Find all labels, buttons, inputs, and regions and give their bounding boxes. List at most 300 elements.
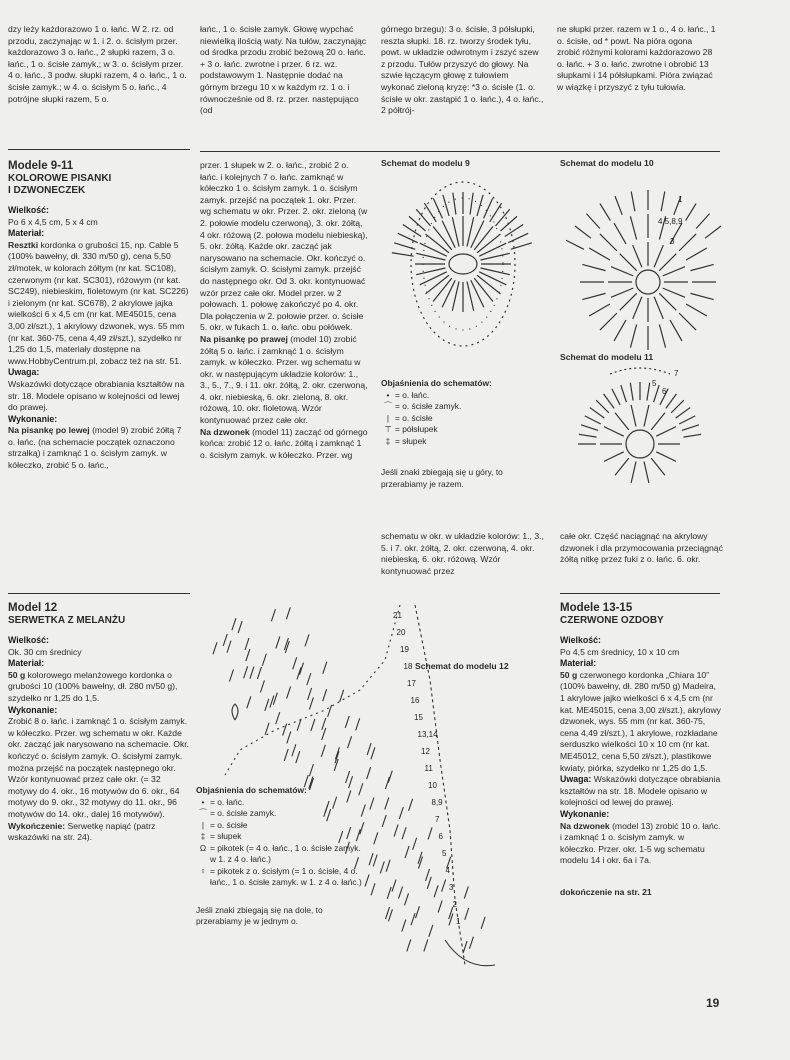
- finish-text: Wykończenie: Serwetkę napiąć (patrz wskazówki na str. 24).: [8, 820, 156, 843]
- execution-text: Na dzwonek (model 13) zrobić 10 o. łańc. i zamknąć 1 o. ścisłym zamyk. w kółeczko. Przer. okr. 1-5 wg schematu modelu 14 i okr. 6a i 7a.: [560, 820, 721, 866]
- stitch-mark: [600, 313, 617, 330]
- top-col-4: ne słupki przer. razem w 1 o., 4 o. łańc., 1 o. ścisłe, od * powt. Na pióra ogona zrobić różnymi kolorami każdorazowo 28 o. łańc. + 3 o. łańc. zwrotne i obrobić 13 słupkami i 14 półsłupkami. Pióra związać w wiązkę i przyszyć z tyłu tułowia.: [557, 24, 716, 92]
- schema-11-round-label: 7: [674, 369, 679, 378]
- picot-icon: Ω: [199, 842, 207, 853]
- material-text: Resztki kordonka o grubości 15, np. Cable 5 (100% bawełny, dł. 330 m/50 g), cena 5,50 zł/motek, w kolorach żółtym (nr kat. SC108), czerwonym (nr kat. SC301), różowym (nr kat. SC249), niebieskim, fioletowym (nr kat. SC226) i zielonym (nr kat. SC678), 2 akrylowe jajka wielkości 6 x 4,5 cm (nr kat. ME45015, cena 3,00 zł/szt.), 1 akrylowy dzwonek, wys. 55 mm (nr kat. 360-75, cena 4,49 zł/szt.), szydełko nr 1,25 do 1,5, materiały dostępne na www.HobbyCentrum.pl, zobacz też na str. 51.: [8, 239, 189, 366]
- stitch-mark: [465, 908, 469, 920]
- stitch-mark: [505, 224, 523, 236]
- stitch-mark: [260, 680, 264, 692]
- stitch-mark: [679, 416, 695, 424]
- stitch-mark: [656, 452, 676, 462]
- stitch-mark: [470, 193, 473, 215]
- slip-stitch-icon: ⌒: [383, 401, 393, 411]
- round-number-label: 21: [393, 611, 402, 620]
- top-col-1: dzy leży każdorazowo 1 o. łańc. W 2. rz. od przodu, zaczynając w 1. i 2. o. ścisłym przer. każdorazowo 3 o. łańc., 2 słupki razem, 3 o. łańc., 1 o. ścisłe zamyk.; w 3. o. ścisłym przer. 4 o. łańc., 3 podw. słupki razem, 4 o. łańc., 1 o. ścisłe zamyk.; w 4. o. ścisłym 5 o. łańc., 4 potrójne słupki razem, 5 o.: [8, 24, 187, 104]
- stitch-mark: [286, 607, 290, 619]
- stitch-mark: [679, 234, 696, 251]
- schema-9-title: Schemat do modelu 9: [381, 158, 470, 168]
- stitch-mark: [501, 216, 518, 231]
- stitch-mark: [305, 634, 309, 646]
- stitch-mark: [346, 771, 350, 783]
- stitch-mark: [586, 214, 599, 229]
- round-number-label: 19: [400, 645, 409, 654]
- divider: [8, 593, 190, 594]
- stitch-mark: [585, 416, 601, 424]
- stitch-mark: [398, 233, 418, 242]
- stitch-mark: [409, 216, 426, 231]
- stitch-mark: [691, 264, 714, 270]
- single-crochet-icon: |: [386, 412, 390, 423]
- stitch-mark: [582, 293, 605, 299]
- stitch-mark: [581, 425, 598, 431]
- schema-12-title: Schemat do modelu 12: [415, 661, 509, 671]
- stitch-mark: [433, 198, 442, 218]
- stitch-mark: [227, 641, 231, 653]
- stitch-mark: [321, 745, 325, 757]
- schema-10-title: Schemat do modelu 10: [560, 158, 654, 168]
- stitch-mark: [405, 846, 409, 858]
- stitch-mark: [663, 288, 685, 297]
- stitch-mark: [596, 400, 609, 413]
- note-label: Uwaga:: [8, 367, 40, 378]
- execution-label: Wykonanie:: [8, 704, 58, 715]
- stitch-mark: [631, 192, 635, 212]
- stitch-mark: [651, 458, 665, 475]
- picot-sc-icon: ♀: [199, 865, 207, 876]
- stitch-mark: [644, 462, 649, 483]
- stitch-mark: [615, 413, 629, 430]
- legend-item: ‡ = słupek: [196, 831, 366, 843]
- stitch-mark: [659, 293, 676, 310]
- stitch-mark: [467, 217, 474, 246]
- stitch-mark: [345, 716, 349, 728]
- stitch-mark: [271, 609, 275, 621]
- section-title: SERWETKA Z MELANŻU: [8, 615, 126, 626]
- stitch-mark: [651, 413, 665, 430]
- legend-item: | = o. ścisłe: [196, 820, 366, 832]
- stitch-mark: [262, 654, 266, 666]
- schema-10-round-label: 3: [670, 237, 675, 246]
- legend-item: ‡ = słupek: [381, 436, 551, 448]
- stitch-mark: [413, 838, 417, 850]
- stitch-mark: [388, 909, 392, 921]
- stitch-mark: [369, 853, 373, 865]
- stitch-mark: [630, 325, 636, 348]
- stitch-mark: [614, 223, 626, 244]
- stitch-mark: [659, 325, 665, 348]
- stitch-mark: [424, 203, 436, 222]
- stitch-mark: [265, 723, 269, 735]
- stitch-mark: [433, 278, 452, 301]
- round-number-label: 18: [403, 662, 413, 671]
- material-text: 50 g czerwonego kordonka „Chiara 10” (100% bawełny, dł. 280 m/50 g) Madeira, 1 akrylowe jajko wielkości 6 x 4,5 cm (nr kat. ME45015, cena 3,00 zł/szt.), akrylowy dzwonek, wys. 55 mm (nr kat. 360-75, cena 4,49 zł/szt.), 1 akrylowe, rozkładane serduszko wielkości 10 x 10 cm (nr kat. ME45012, cena 5,50 zł/szt.), plastikowe kwiaty, piórka, szydełko nr 1,25 do 1,5.: [560, 669, 721, 773]
- stitch-mark: [433, 226, 452, 249]
- size-label: Wielkość:: [8, 205, 49, 215]
- legend-item: ⌒ = o. ścisłe zamyk.: [196, 808, 366, 820]
- schema-9-diagram: [395, 172, 535, 357]
- divider: [8, 149, 190, 150]
- stitch-mark: [442, 280, 455, 307]
- stitch-mark: [394, 243, 415, 249]
- stitch-mark: [670, 320, 682, 341]
- schema-11-diagram: [570, 364, 720, 504]
- double-crochet-icon: ‡: [385, 435, 391, 446]
- stitch-mark: [426, 869, 430, 881]
- stitch-mark: [604, 452, 624, 462]
- round-number-label: 1: [456, 917, 461, 926]
- page-number: 19: [706, 996, 720, 1010]
- stitch-mark: [296, 751, 300, 763]
- stitch-mark: [283, 724, 287, 736]
- material-label: Materiał:: [8, 658, 45, 669]
- stitch-mark: [213, 642, 217, 654]
- chain-stitch-icon: •: [386, 389, 390, 400]
- stitch-mark: [686, 304, 707, 316]
- models-9-11-col-1: [8, 156, 190, 472]
- stitch-mark: [647, 383, 650, 401]
- divider: [560, 593, 720, 594]
- stitch-mark: [311, 719, 315, 731]
- stitch-mark: [385, 797, 389, 809]
- stitch-mark: [611, 288, 633, 297]
- stitch-mark: [705, 226, 721, 238]
- round-number-label: 16: [410, 696, 420, 705]
- stitch-mark: [387, 887, 391, 899]
- stitch-mark: [471, 221, 484, 248]
- stitch-mark: [416, 209, 430, 226]
- model-12-col-1: [8, 598, 190, 844]
- stitch-mark: [490, 203, 502, 222]
- stitch-mark: [508, 233, 528, 242]
- schema-10-round-label: 4,5,8,9: [658, 217, 683, 226]
- stitch-mark: [484, 198, 493, 218]
- stitch-mark: [407, 939, 411, 951]
- models-13-15-col: [560, 598, 722, 898]
- round-number-label: 12: [421, 747, 430, 756]
- stitch-mark: [307, 673, 311, 685]
- stitch-mark: [418, 857, 422, 869]
- stitch-mark: [385, 777, 389, 789]
- stitch-mark: [654, 245, 663, 267]
- stitch-mark: [238, 621, 242, 633]
- stitch-mark: [630, 216, 636, 239]
- round-number-label: 4: [445, 866, 450, 875]
- stitch-mark: [399, 807, 403, 819]
- stitch-mark: [425, 275, 448, 294]
- stitch-mark: [579, 434, 597, 437]
- stitch-mark: [402, 920, 406, 932]
- legend-item: ⌒ = o. ścisłe zamyk.: [381, 401, 551, 413]
- stitch-mark: [229, 669, 233, 681]
- stitch-mark: [420, 243, 447, 256]
- legend-note: Jeśli znaki zbiegają się u góry, to przerabiamy je razem.: [381, 467, 503, 489]
- stitch-mark: [469, 937, 473, 949]
- execution-text: Na pisankę po lewej (model 9) zrobić żółtą 7 o. łańc. (na schemacie początek oznaczono strzałką) i zamknąć 1 o. ścisłym zamyk. w kółeczko, zrobić 5 o. łańc.,: [8, 425, 182, 471]
- stitch-mark: [604, 394, 615, 409]
- stitch-mark: [380, 861, 384, 873]
- stitch-mark: [631, 405, 636, 426]
- legend-item: • = o. łańc.: [196, 797, 366, 809]
- schema-legend: [381, 378, 551, 499]
- stitch-mark: [367, 767, 371, 779]
- size-label: Wielkość:: [8, 635, 49, 645]
- stitch-mark: [481, 268, 510, 275]
- stitch-mark: [348, 736, 352, 748]
- stitch-mark: [287, 686, 291, 698]
- material-label: Materiał:: [8, 228, 45, 239]
- stitch-mark: [403, 224, 421, 236]
- stitch-mark: [481, 917, 485, 929]
- stitch-mark: [683, 434, 701, 437]
- stitch-mark: [356, 718, 360, 730]
- legend-note: Jeśli znaki zbiegają się na dole, to przerabiamy je w jednym o.: [196, 904, 323, 927]
- stitch-mark: [409, 799, 413, 811]
- stitch-mark: [425, 234, 448, 253]
- stitch-mark: [371, 883, 375, 895]
- stitch-mark: [671, 400, 684, 413]
- stitch-mark: [471, 280, 484, 307]
- stitch-mark: [392, 880, 396, 892]
- stitch-mark: [415, 906, 419, 918]
- round-number-label: 13,14: [417, 730, 438, 739]
- stitch-mark: [245, 638, 249, 650]
- size-value: Ok. 30 cm średnicy: [8, 646, 82, 657]
- size-value: Po 4,5 cm średnicy, 10 x 10 cm: [560, 646, 680, 657]
- round-number-label: 10: [428, 781, 437, 790]
- section-model-number: Model 12: [8, 602, 58, 614]
- stitch-mark: [600, 204, 610, 221]
- single-crochet-icon: |: [201, 819, 205, 830]
- stitch-mark: [442, 221, 455, 248]
- legend-item: Ω = pikotek (= 4 o. łańc., 1 o. ścisłe zamyk. w 1. z 4 o. łańc.): [196, 843, 366, 866]
- stitch-mark: [223, 634, 227, 646]
- stitch-mark: [464, 886, 468, 898]
- stitch-mark: [630, 383, 633, 401]
- stitch-mark: [244, 666, 248, 678]
- stitch-mark: [424, 939, 428, 951]
- schema-11-stitches: [578, 382, 701, 483]
- stitch-mark: [273, 693, 277, 705]
- stitch-mark: [633, 245, 642, 267]
- round-number-label: 8,9: [431, 798, 443, 807]
- round-number-label: 20: [396, 628, 406, 637]
- round-number-label: 6: [438, 832, 443, 841]
- stitch-mark: [575, 226, 591, 238]
- stitch-mark: [481, 253, 510, 260]
- stitch-mark: [474, 278, 493, 301]
- stitch-mark: [631, 462, 636, 483]
- stitch-mark: [323, 689, 327, 701]
- double-crochet-icon: ‡: [200, 831, 206, 841]
- section-title: KOLOROWE PISANKI: [8, 173, 112, 184]
- stitch-mark: [663, 267, 685, 276]
- stitch-mark: [620, 254, 637, 271]
- stitch-mark: [477, 275, 500, 294]
- stitch-mark: [467, 282, 474, 311]
- schema-12-round-labels: [393, 611, 461, 926]
- half-double-icon: ⊤: [384, 424, 392, 434]
- top-col-3: górnego brzegu): 3 o. ścisłe, 3 półsłupki, reszta słupki. 18. rz. tworzy środek tyłu, powt. w układzie odwrotnym i zszyć szew z przodu. Tułów przyszyć do głowy. Na szwie łączącym głowę z tułowiem wykonać zieloną kryzę: *3 o. ścisłe (1. o. ścisłe w okr. zastąpić 1 o. łańc.), 4 o. łańc., 2 półtrój-: [381, 24, 544, 116]
- section-title: CZERWONE OZDOBY: [560, 615, 664, 626]
- stitch-mark: [371, 747, 375, 759]
- stitch-mark: [284, 749, 288, 761]
- stitch-mark: [392, 253, 414, 256]
- round-number-label: 11: [424, 764, 433, 773]
- stitch-mark: [402, 827, 406, 839]
- models-9-11-col-3: schematu w okr. w układzie kolorów: 1., 3., 5. i 7. okr. żółtą, 2. okr. czerwoną, 4. okr. niebieską, 6. okr. różową. Wzór kontynuować przez: [381, 531, 544, 576]
- stitch-mark: [604, 427, 624, 437]
- execution-text: Zrobić 8 o. łańc. i zamknąć 1 o. ścisłym zamyk. w kółeczko. Przer. wg schematu w okr. Każde okr. zacząć jak narysowano na schemacie. Okr. kończyć o. ścisłym zamyk. O. ścisłymi zamyk. można przejść na początek następnego okr. Wzór kontynuować przez całe okr. (= 32 motywy do 4. okr., 16 motywów do 6. okr., 64 motywy do 9. okr., 32 motywy do 11. okr., 96 motywów do 14. okr., dalej 16 motywów).: [8, 716, 190, 819]
- stitch-mark: [428, 827, 432, 839]
- stitch-mark: [429, 925, 433, 937]
- stitch-mark: [477, 195, 483, 216]
- schema-11-round-label: 5: [652, 379, 657, 388]
- stitch-mark: [373, 854, 377, 866]
- stitch-mark: [682, 425, 699, 431]
- stitch-mark: [666, 394, 677, 409]
- material-text: 50 g kolorowego melanżowego kordonka o grubości 10 (100% bawełny, dł. 280 m/50 g), szydełko nr 1,25 do 1,5.: [8, 669, 178, 703]
- stitch-mark: [405, 893, 409, 905]
- stitch-mark: [328, 705, 332, 717]
- round-number-label: 17: [407, 679, 416, 688]
- stitch-mark: [411, 913, 415, 925]
- stitch-mark: [611, 267, 633, 276]
- stitch-mark: [696, 214, 709, 229]
- section-model-number: Modele 9-11: [8, 160, 74, 172]
- stitch-mark: [477, 234, 500, 253]
- schema-10-round-label: 1: [678, 195, 683, 204]
- note-text: Uwaga: Wskazówki dotyczące obrabiania kształtów na str. 18. Modele opisano w kolejności od lewej do prawej.: [560, 774, 721, 808]
- stitch-mark: [452, 282, 459, 311]
- stitch-mark: [615, 458, 629, 475]
- stitch-mark: [589, 304, 610, 316]
- schema-10-diagram: [578, 172, 728, 342]
- stitch-mark: [297, 719, 301, 731]
- stitch-mark: [679, 313, 696, 330]
- stitch-mark: [257, 667, 261, 679]
- stitch-mark: [386, 907, 390, 919]
- stitch-mark: [582, 264, 605, 270]
- slip-stitch-icon: ⌒: [198, 808, 208, 818]
- stitch-mark: [265, 699, 269, 711]
- divider: [200, 151, 720, 152]
- stitch-mark: [292, 744, 296, 756]
- stitch-mark: [443, 195, 449, 216]
- stitch-mark: [367, 743, 371, 755]
- stitch-mark: [394, 825, 398, 837]
- stitch-mark: [388, 771, 392, 783]
- stitch-mark: [293, 657, 297, 669]
- round-number-label: 2: [452, 900, 457, 909]
- stitch-mark: [250, 667, 254, 679]
- stitch-mark: [463, 941, 467, 953]
- stitch-mark: [656, 427, 676, 437]
- note-text: Wskazówki dotyczące obrabiania kształtów na str. 18. Modele opisano w kolejności od lewej do prawej.: [8, 378, 185, 413]
- models-9-11-col-4: całe okr. Część naciągnąć na akrylowy dzwonek i dla przymocowania przeciągnąć żółtą nitkę przez fuki z o. łańc. 6. okr.: [560, 531, 723, 565]
- stitch-mark: [621, 385, 627, 402]
- round-number-label: 5: [442, 849, 447, 858]
- stitch-mark: [676, 408, 691, 419]
- stitch-mark: [276, 636, 280, 648]
- stitch-mark: [479, 243, 506, 256]
- schema-11-round-label: 6: [662, 387, 667, 396]
- stitch-mark: [600, 234, 617, 251]
- stitch-mark: [566, 240, 584, 249]
- stitch-mark: [370, 798, 374, 810]
- size-label: Wielkość:: [560, 635, 601, 645]
- top-col-2: łańc., 1 o. ścisłe zamyk. Głowę wypchać niewielką ilością waty. Na tułów, zaczynając od środka przodu zrobić beżową 20 o. łańc. + 3 o. łańc. zwrotne i przer. 6 rz. wz. podstawowym 1. Następnie dodać na górnym brzegu 10 x w każdym rz. 1 o. i równocześnie od 8. rz. przer. następująco (od: [200, 24, 367, 116]
- stitch-mark: [247, 696, 251, 708]
- legend-item: ⊤ = półsłupek: [381, 424, 551, 436]
- stitch-mark: [416, 268, 445, 275]
- section-model-number: Modele 13-15: [560, 602, 633, 614]
- stitch-mark: [309, 697, 313, 709]
- stitch-mark: [308, 688, 312, 700]
- schema-11-title: Schemat do modelu 11: [560, 352, 654, 362]
- stitch-mark: [654, 297, 663, 319]
- stitch-mark: [474, 226, 493, 249]
- stitch-mark: [589, 248, 610, 260]
- stitch-mark: [614, 320, 626, 341]
- stitch-mark: [620, 293, 637, 310]
- stitch-mark: [427, 877, 431, 889]
- schema-10-stitches: [566, 190, 721, 350]
- stitch-mark: [511, 243, 532, 249]
- legend-item: • = o. łańc.: [381, 390, 551, 402]
- stitch-mark: [418, 852, 422, 864]
- stitch-mark: [399, 887, 403, 899]
- stitch-mark: [452, 217, 459, 246]
- stitch-mark: [590, 408, 605, 419]
- stitch-mark: [232, 618, 236, 630]
- stitch-mark: [309, 764, 313, 776]
- stitch-mark: [374, 832, 378, 844]
- stitch-mark: [270, 696, 274, 708]
- round-number-label: 3: [449, 883, 454, 892]
- stitch-mark: [382, 815, 386, 827]
- stitch-mark: [659, 254, 676, 271]
- stitch-mark: [386, 860, 390, 872]
- stitch-mark: [442, 880, 446, 892]
- stitch-mark: [691, 293, 714, 299]
- legend-title: Objaśnienia do schematów:: [381, 378, 492, 388]
- stitch-mark: [276, 712, 280, 724]
- section-title-line2: I DZWONECZEK: [8, 185, 86, 196]
- legend-item: | = o. ścisłe: [381, 413, 551, 425]
- execution-label: Wykonanie:: [8, 413, 58, 424]
- stitch-mark: [633, 297, 642, 319]
- stitch-mark: [661, 192, 665, 212]
- chain-stitch-icon: •: [201, 796, 205, 807]
- material-label: Materiał:: [560, 658, 597, 669]
- stitch-mark: [416, 253, 445, 260]
- stitch-mark: [246, 649, 250, 661]
- stitch-mark: [453, 193, 456, 215]
- schema-12-legend: [196, 785, 366, 936]
- models-9-11-col-2: przer. 1 słupek w 2. o. łańc., zrobić 2 o. łańc. i kolejnych 7 o. łańc. zamknąć w kółeczko 1 o. ścisłym zamyk. 1 o. ścisłym zamyk. przejść na początek 1. okr. Przer. wg schematu w okr. Przer. 2. okr. zieloną (w 2. połowie modelu czerwoną), 3. okr. żółtą, 4 okr. różową (2. połowa modelu niebieską), 5. okr. żółtą. Każde okr. zacząć jak narysowano na schemacie. Okr. kończyć o. ścisłym zamyk. O. ścisłymi zamyk. przejść do następnego okr. Od 3. okr. kontynuować wzór przez całe okr. Model przer. w 2 połowach. 1. połowę zakończyć po 4. okr. Dla połączenia w 2. połowie przer. o. ścisłe 5. okr. w fukach 1. o. łańc. obu połówek. Na pisankę po prawej (model 10) zrobić żółtą 5 o. łańc. i zamknąć 1 o. ścisłym zamyk. w kółeczko. Przer. wg schematu w okr. w następującym układzie kolorów: 1., 3., 5., 7., 9. i 11. okr. żółtą, 2. okr. czerwoną, 4. okr. niebieską, 6. okr. zieloną, 8. okr. różową, 10. okr. fioletową. Wzór kontynuować przez całe okr. Na dzwonek (model 11) zacząć od górnego końca: zrobić 12 o. łańc. żółtą i zamknąć 1 o. ścisłym zamyk. w kółeczko. Przer. wg: [200, 160, 368, 460]
- stitch-mark: [644, 405, 649, 426]
- stitch-mark: [287, 731, 291, 743]
- legend-title: Objaśnienia do schematów:: [196, 785, 307, 795]
- size-value: Po 6 x 4,5 cm, 5 x 4 cm: [8, 216, 98, 227]
- stitch-mark: [686, 248, 707, 260]
- stitch-mark: [434, 885, 438, 897]
- stitch-mark: [438, 901, 442, 913]
- continued-note: dokończenie na str. 21: [560, 886, 652, 897]
- round-number-label: 7: [435, 815, 440, 824]
- stitch-mark: [612, 389, 620, 405]
- legend-item: ♀ = pikotek z o. ścisłym (= 1 o. ścisłe, 4 o. łańc., 1 o. ścisłe zamyk. w 1. z 4 o. łańc.): [196, 866, 366, 889]
